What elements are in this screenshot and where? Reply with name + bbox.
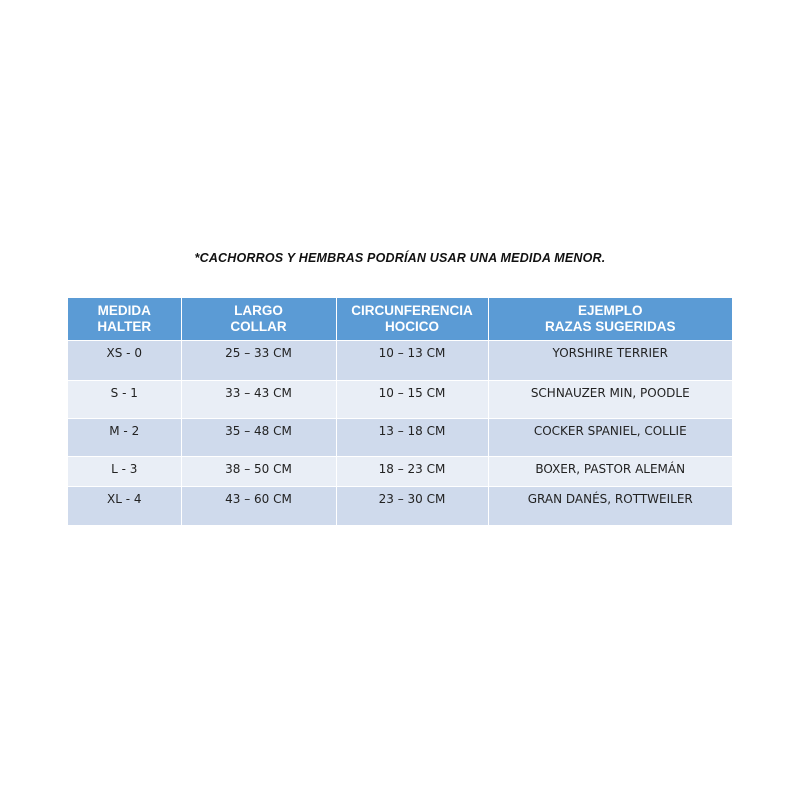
header-line: EJEMPLO xyxy=(577,303,643,318)
table-row xyxy=(68,457,732,487)
cell-snout-circumference: 10 – 15 CM xyxy=(336,381,488,419)
cell-collar-length: 33 – 43 CM xyxy=(181,381,336,419)
cell-snout-circumference: 23 – 30 CM xyxy=(336,487,488,525)
header-line: LARGO xyxy=(234,303,283,318)
header-line: CIRCUNFERENCIA xyxy=(351,303,473,318)
cell-breeds: GRAN DANÉS, ROTTWEILER xyxy=(488,487,732,525)
table-header-row xyxy=(68,298,732,341)
cell-breeds: COCKER SPANIEL, COLLIE xyxy=(488,419,732,457)
header-medida-halter xyxy=(68,298,181,341)
table-row xyxy=(68,341,732,381)
size-note: *CACHORROS Y HEMBRAS PODRÍAN USAR UNA MEDIDA MENOR. xyxy=(194,251,606,265)
header-line: RAZAS SUGERIDAS xyxy=(544,319,676,334)
cell-collar-length: 43 – 60 CM xyxy=(181,487,336,525)
cell-size: XL - 4 xyxy=(68,487,181,525)
cell-snout-circumference: 18 – 23 CM xyxy=(336,457,488,487)
cell-collar-length: 38 – 50 CM xyxy=(181,457,336,487)
size-chart-table xyxy=(68,298,732,525)
table-row xyxy=(68,381,732,419)
header-circunferencia-hocico xyxy=(336,298,488,341)
cell-breeds: BOXER, PASTOR ALEMÁN xyxy=(488,457,732,487)
cell-size: M - 2 xyxy=(68,419,181,457)
header-largo-collar xyxy=(181,298,336,341)
cell-size: XS - 0 xyxy=(68,341,181,381)
header-ejemplo-razas xyxy=(488,298,732,341)
cell-snout-circumference: 10 – 13 CM xyxy=(336,341,488,381)
header-line: HOCICO xyxy=(385,319,439,334)
cell-breeds: SCHNAUZER MIN, POODLE xyxy=(488,381,732,419)
header-line: COLLAR xyxy=(230,319,287,334)
cell-snout-circumference: 13 – 18 CM xyxy=(336,419,488,457)
header-line: HALTER xyxy=(97,319,152,334)
cell-collar-length: 25 – 33 CM xyxy=(181,341,336,381)
table-row xyxy=(68,419,732,457)
cell-size: S - 1 xyxy=(68,381,181,419)
cell-collar-length: 35 – 48 CM xyxy=(181,419,336,457)
header-line: MEDIDA xyxy=(97,303,151,318)
table-row xyxy=(68,487,732,525)
cell-size: L - 3 xyxy=(68,457,181,487)
cell-breeds: YORSHIRE TERRIER xyxy=(488,341,732,381)
